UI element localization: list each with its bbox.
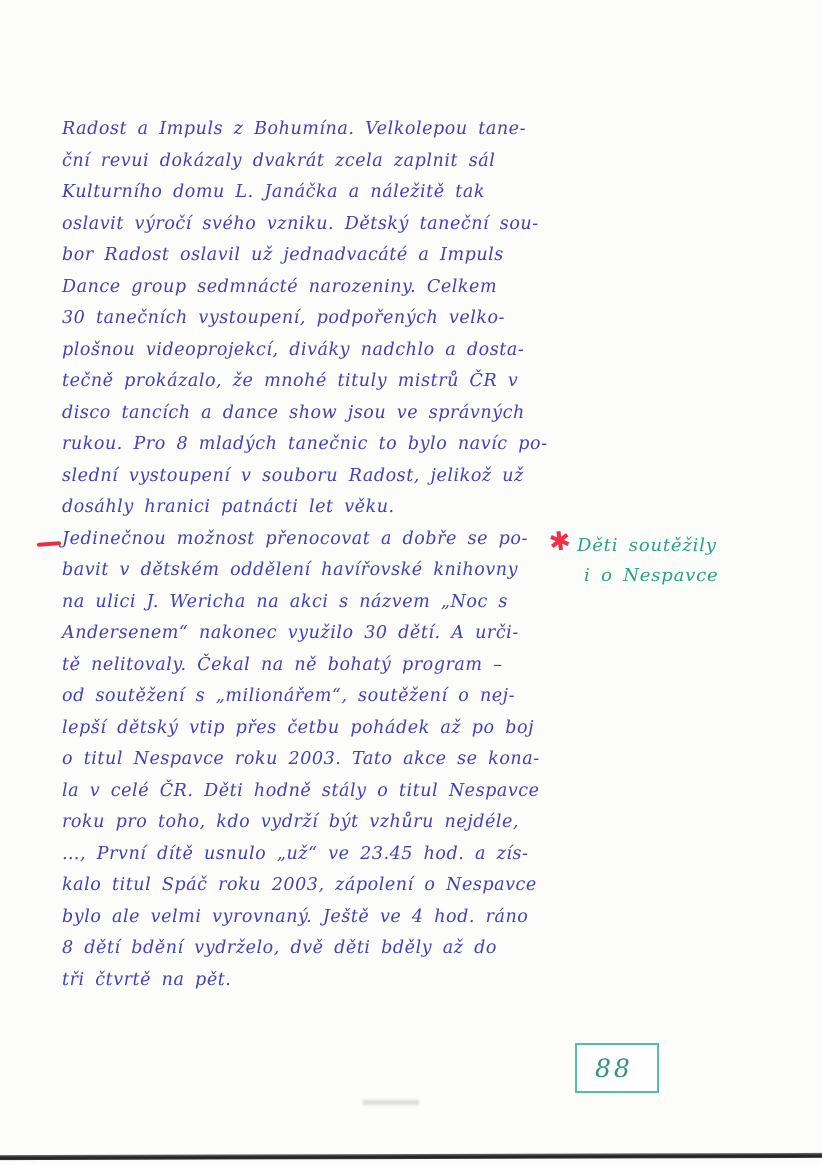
text-line: o titul Nespavce roku 2003. Tato akce se kona- (62, 749, 540, 769)
text-line: dosáhly hranici patnácti let věku. (62, 497, 395, 517)
text-line: tě nelitovaly. Čekal na ně bohatý program – (62, 654, 503, 675)
text-line: od soutěžení s „milionářem“, soutěžení o nej- (62, 686, 516, 706)
text-line: lepší dětský vtip přes četbu pohádek až po boj (62, 717, 535, 738)
text-line: la v celé ČR. Děti hodně stály o titul Nespavce (62, 780, 540, 801)
text-line: bylo ale velmi vyrovnaný. Ještě ve 4 hod. ráno (62, 906, 529, 927)
margin-note-line: i o Nespavce (584, 565, 719, 586)
red-dash-marker (37, 541, 61, 546)
scan-edge-line (0, 1153, 822, 1160)
text-line: Radost a Impuls z Bohumína. Velkolepou tane- (62, 119, 527, 139)
text-line: na ulici J. Wericha na akci s názvem „Noc s (62, 591, 508, 612)
text-line: Andersenem“ nakonec využilo 30 dětí. A urči- (62, 623, 519, 643)
page-number: 88 (595, 1054, 633, 1083)
text-line: Jedinečnou možnost přenocovat a dobře se po- (62, 528, 528, 549)
text-line: bavit v dětském oddělení havířovské knihovny (62, 560, 519, 580)
text-line: ční revui dokázaly dvakrát zcela zaplnit sál (62, 150, 496, 171)
text-line: plošnou videoprojekcí, diváky nadchlo a dosta- (62, 339, 525, 360)
text-line: roku pro toho, kdo vydrží být vzhůru nejdéle, (62, 812, 520, 832)
green-margin-note (577, 531, 757, 591)
text-line: slední vystoupení v souboru Radost, jelikož už (62, 465, 524, 486)
text-line: …, První dítě usnulo „už“ ve 23.45 hod. a zís- (62, 843, 529, 864)
text-line: 8 dětí bdění vydrželo, dvě děti bděly až do (62, 938, 497, 958)
text-line: Dance group sedmnácté narozeniny. Celkem (62, 276, 498, 297)
page-number-box (575, 1043, 659, 1093)
text-line: tři čtvrtě na pět. (62, 969, 232, 990)
text-line: kalo titul Spáč roku 2003, zápolení o Nespavce (62, 875, 537, 895)
text-line: disco tancích a dance show jsou ve správných (62, 402, 525, 423)
text-line: oslavit výročí svého vzniku. Dětský taneční sou- (62, 213, 539, 234)
text-line: bor Radost oslavil už jednadvacáté a Impuls (62, 245, 504, 265)
text-line: 30 tanečních vystoupení, podpořených velko- (62, 308, 506, 328)
margin-note-line: Děti soutěžily (577, 535, 717, 556)
text-line: rukou. Pro 8 mladých tanečnic to bylo navíc po- (62, 434, 548, 454)
red-asterisk-marker: ✱ (547, 525, 573, 559)
text-line: tečně prokázalo, že mnohé tituly mistrů ČR v (62, 371, 519, 391)
scan-smudge (363, 1100, 419, 1105)
handwritten-text-block (62, 114, 562, 996)
text-line: Kulturního domu L. Janáčka a náležitě tak (62, 182, 485, 202)
